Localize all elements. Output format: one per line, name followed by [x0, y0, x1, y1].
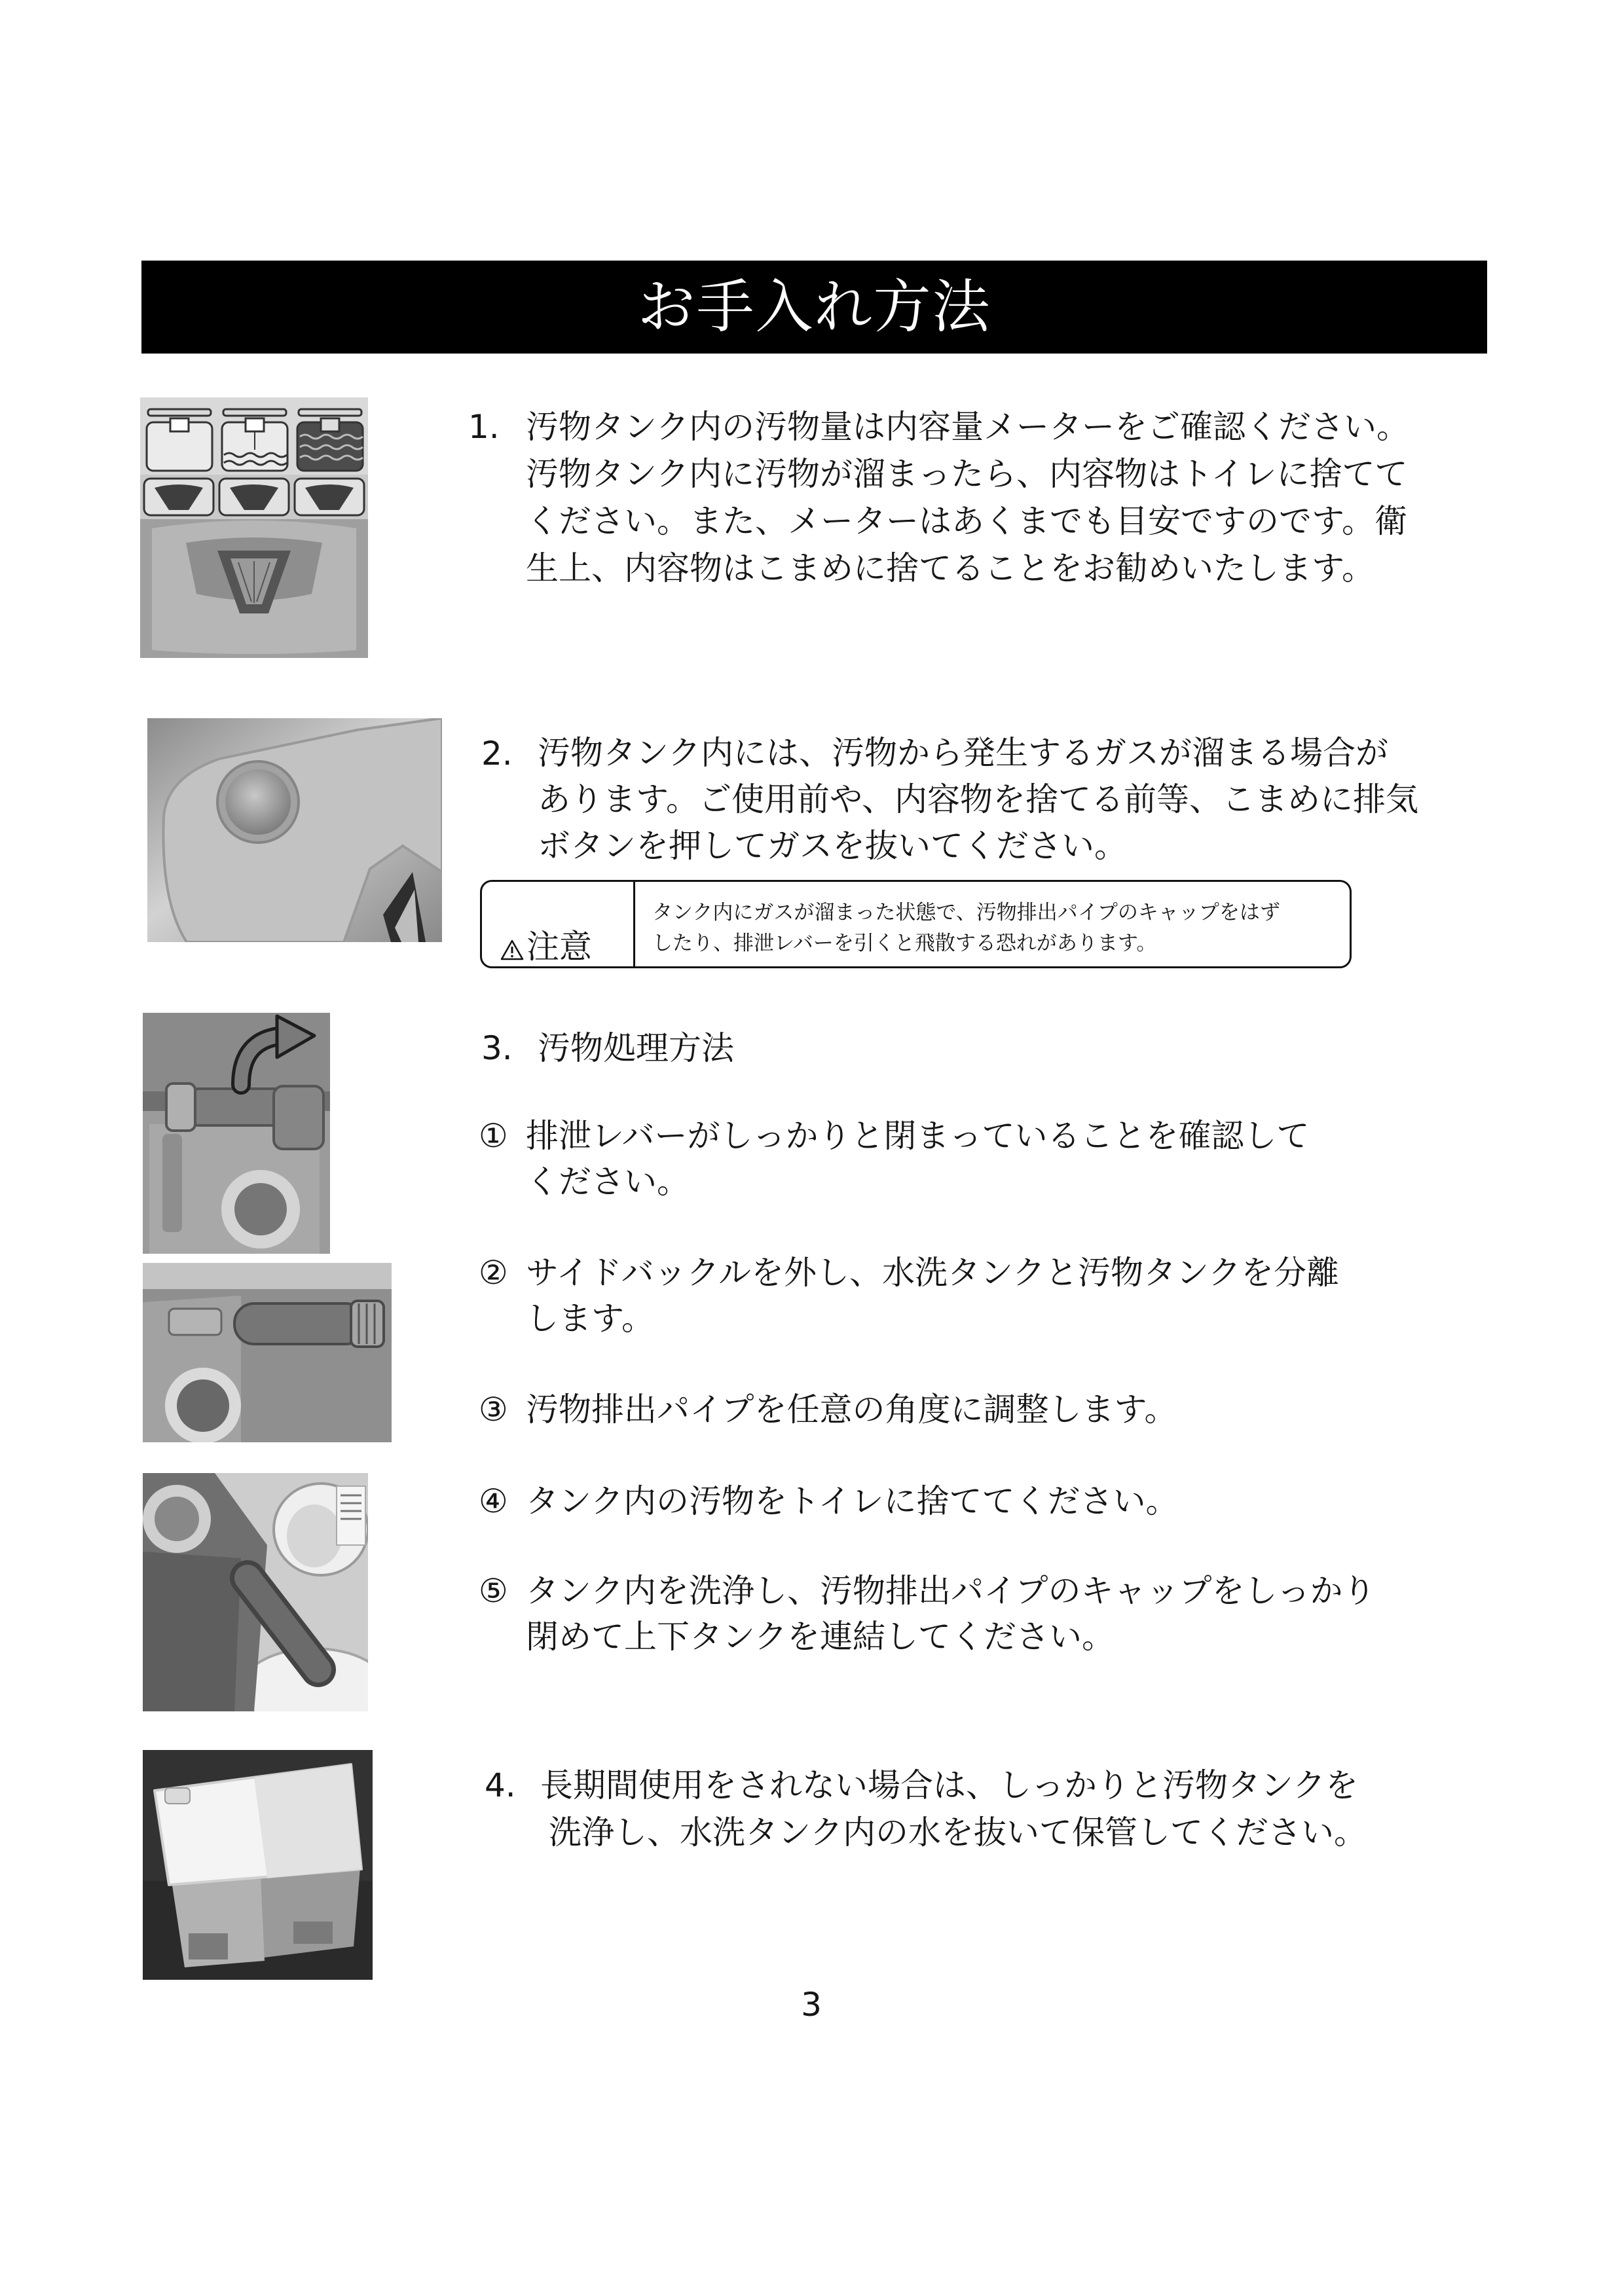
- section-4-number: 4.: [485, 1766, 516, 1804]
- section-2-line: 汚物タンク内には、汚物から発生するガスが溜まる場合が: [538, 734, 1388, 772]
- step-text: [526, 1250, 1475, 1341]
- step-line: ください。: [526, 1163, 690, 1201]
- caution-label: [500, 928, 592, 966]
- step-line: します。: [526, 1300, 654, 1338]
- step-line: 排泄レバーがしっかりと閉まっていることを確認して: [526, 1117, 1310, 1155]
- step-line: タンク内を洗浄し、汚物排出パイプのキャップをしっかり: [526, 1572, 1376, 1610]
- step-line: 閉めて上下タンクを連結してください。: [526, 1618, 1115, 1656]
- step-line: 汚物排出パイプを任意の角度に調整します。: [526, 1391, 1177, 1429]
- section-2-line: あります。ご使用前や、内容物を捨てる前等、こまめに排気: [538, 780, 1418, 818]
- step-line: サイドバックルを外し、水洗タンクと汚物タンクを分離: [526, 1254, 1339, 1292]
- caution-box: [480, 880, 1352, 968]
- section-2-text: [538, 730, 1507, 869]
- drain-lever-photo: [143, 1013, 330, 1254]
- title-bar: [141, 261, 1487, 354]
- section-1-line: 生上、内容物はこまめに捨てることをお勧めいたします。: [526, 549, 1375, 587]
- step-text: [526, 1478, 1475, 1524]
- caution-text: [652, 898, 1280, 959]
- step-line: タンク内の汚物をトイレに捨ててください。: [526, 1482, 1179, 1520]
- emptying-into-toilet-photo: [143, 1473, 368, 1711]
- section-4-line: 長期間使用をされない場合は、しっかりと汚物タンクを: [540, 1766, 1358, 1804]
- caution-line: タンク内にガスが溜まった状態で、汚物排出パイプのキャップをはず: [652, 901, 1280, 924]
- section-3-number: 3.: [481, 1029, 513, 1067]
- section-1-text: [526, 403, 1495, 592]
- warning-icon: [500, 939, 524, 960]
- storage-tank-photo: [143, 1750, 373, 1980]
- capacity-meter-illustration: [140, 397, 368, 658]
- section-1-line: 汚物タンク内の汚物量は内容量メーターをご確認ください。: [526, 408, 1409, 446]
- section-1-line: ください。また、メーターはあくまでも目安ですのです。衛: [526, 502, 1407, 540]
- section-4-line: 洗浄し、水洗タンク内の水を抜いて保管してください。: [549, 1813, 1367, 1851]
- caution-divider: [633, 882, 635, 966]
- section-3-title: 汚物処理方法: [538, 1029, 734, 1067]
- section-2-number: 2.: [481, 735, 513, 773]
- step-text: [526, 1387, 1475, 1432]
- step-marker: ①: [479, 1117, 508, 1155]
- step-marker: ②: [479, 1254, 508, 1292]
- step-marker: ⑤: [479, 1572, 508, 1610]
- step-text: [526, 1568, 1475, 1660]
- gas-release-button-photo: [147, 718, 442, 942]
- section-1-number: 1.: [468, 408, 500, 446]
- page-title: お手入れ方法: [637, 273, 991, 340]
- page-number: 3: [801, 1986, 822, 2024]
- step-marker: ③: [479, 1391, 508, 1429]
- section-2-line: ボタンを押してガスを抜いてください。: [538, 827, 1127, 865]
- caution-line: したり、排泄レバーを引くと飛散する恐れがあります。: [652, 932, 1157, 955]
- section-4-text: [540, 1762, 1509, 1856]
- section-1-line: 汚物タンク内に汚物が溜まったら、内容物はトイレに捨てて: [526, 455, 1408, 493]
- step-text: [526, 1113, 1475, 1205]
- step-marker: ④: [479, 1482, 508, 1520]
- caution-label-text: 注意: [526, 928, 592, 966]
- separated-tank-photo: [143, 1263, 392, 1442]
